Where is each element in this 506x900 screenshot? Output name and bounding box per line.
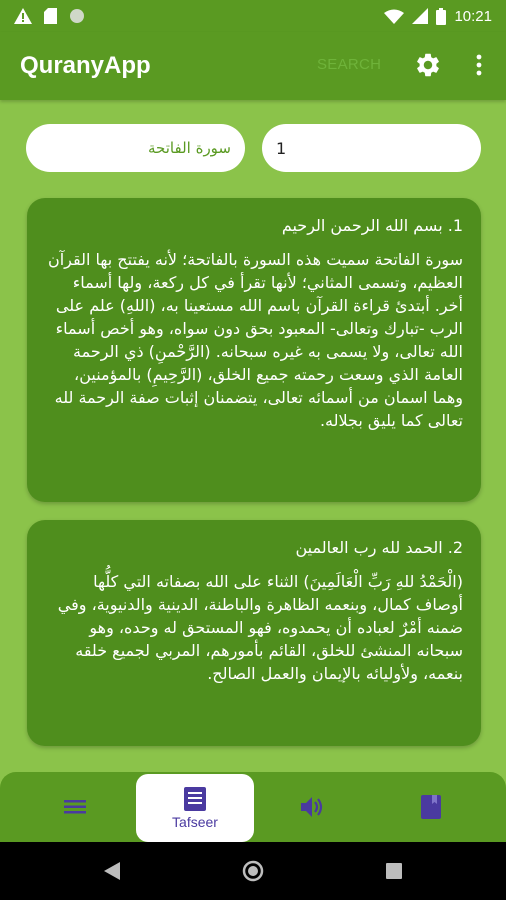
wifi-icon <box>384 9 404 24</box>
more-vert-icon[interactable] <box>470 52 488 78</box>
nav-item-tafseer[interactable] <box>136 774 254 842</box>
ayah-number-field[interactable] <box>262 124 481 172</box>
volume-icon <box>301 797 325 817</box>
sync-circle-icon <box>69 8 85 24</box>
tafseer-card <box>27 198 481 502</box>
tafseer-text: (الْحَمْدُ للهِ رَبِّ الْعَالَمِينَ) الثناء على الله بصفاته التي كلُّها أوصاف كمال، وبنعمه الظاهرة والباطنة، الدينية والدنيوية، وفي ضمنه أمْرٌ لعباده أن يحمدوه، فهو المستحق له وحده، وهو سبحانه المنشئ للخلق، القائم بأمورهم، المربي لجميع خلقه بنعمه، ولأوليائه بالإيمان والعمل الصالح. <box>57 572 463 683</box>
signal-icon <box>412 8 428 24</box>
search-button[interactable]: SEARCH <box>317 56 382 73</box>
tafseer-text: سورة الفاتحة سميت هذه السورة بالفاتحة؛ لأنه يفتتح بها القرآن العظيم، وتسمى المثاني؛ لأنها تقرأ في كل ركعة، ولها أسماء أخر. أبتدئ قراءة القرآن باسم الله مستعينا به، (اللهِ) علم على الرب -تبارك وتعالى- المعبود بحق دون سواه، وهو أخص أسماء الله تعالى، ولا يسمى به غيره سبحانه. (الرَّحْمنِ) ذي الرحمة العامة الذي وسعت رحمته جميع الخلق، (الرَّحِيمِ) بالمؤمنين، وهما اسمان من أسمائه تعالى، يتضمنان إثبات صفة الرحمة لله تعالى كما يليق بجلاله. <box>47 250 463 430</box>
list-icon <box>64 798 86 816</box>
nav-label-tafseer: Tafseer <box>172 813 218 830</box>
back-icon[interactable] <box>104 862 120 880</box>
bottom-navigation <box>0 772 506 842</box>
warning-icon <box>14 8 32 24</box>
app-title: QuranyApp <box>20 52 151 79</box>
recents-icon[interactable] <box>386 863 402 879</box>
book-icon <box>421 795 441 819</box>
tafseer-card <box>27 520 481 746</box>
surah-value: سورة الفاتحة <box>148 139 231 157</box>
app-bar <box>0 32 506 100</box>
surah-select-field[interactable] <box>26 124 245 172</box>
gear-icon[interactable] <box>414 51 442 79</box>
nav-item-book[interactable] <box>376 772 486 842</box>
battery-icon <box>436 8 446 25</box>
sd-card-icon <box>44 8 57 24</box>
nav-item-audio[interactable] <box>258 772 368 842</box>
ayah-number-value: 1 <box>276 138 287 158</box>
home-icon[interactable] <box>242 860 264 882</box>
system-navigation-bar <box>0 842 506 900</box>
ayah-text: 1. بسم الله الرحمن الرحيم <box>281 216 463 235</box>
tafseer-icon <box>184 787 206 811</box>
ayah-text: 2. الحمد لله رب العالمين <box>295 538 463 557</box>
status-time: 10:21 <box>454 7 492 25</box>
status-bar <box>0 0 506 32</box>
nav-item-list[interactable] <box>20 772 130 842</box>
